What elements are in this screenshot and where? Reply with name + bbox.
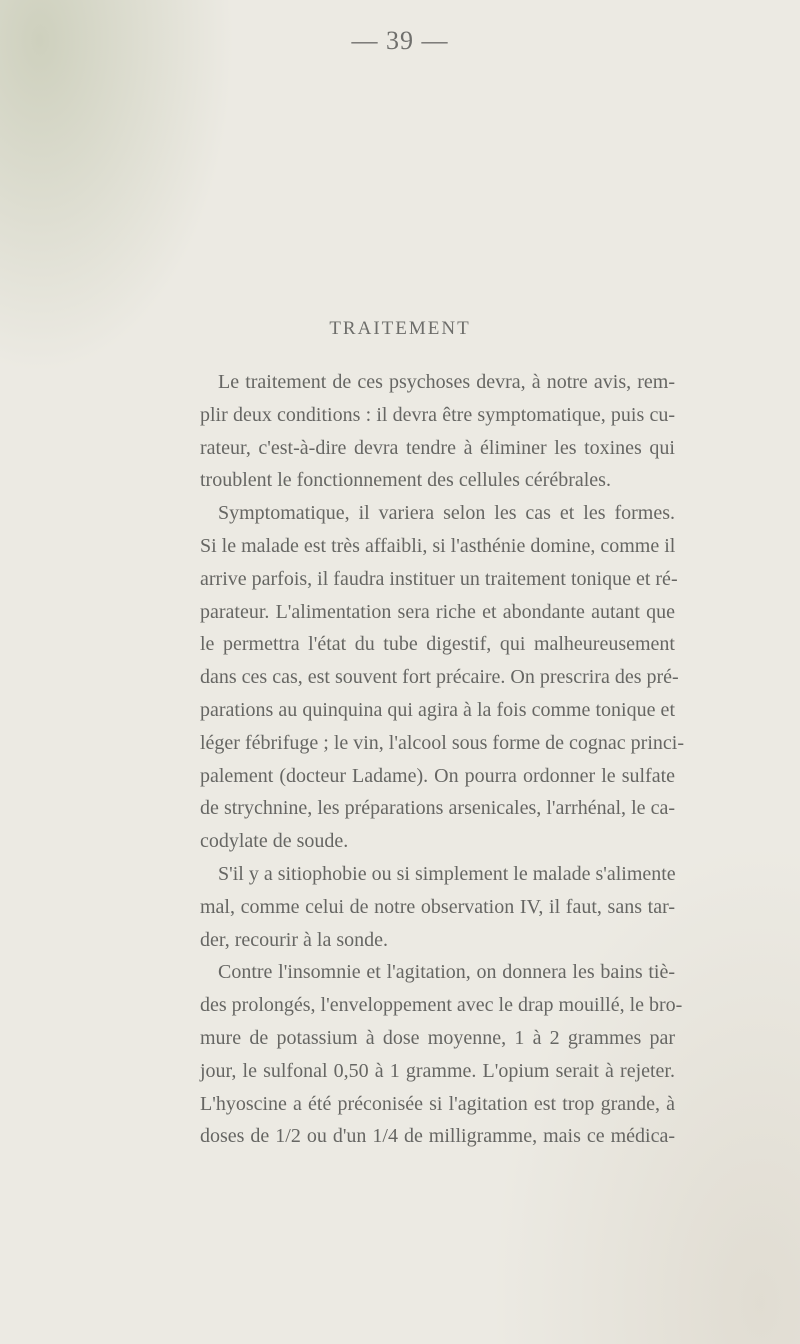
text-line: troublent le fonctionnement des cellules cérébrales. (200, 469, 611, 492)
text-line: plir deux conditions : il devra être symptomatique, puis cu- (200, 403, 675, 426)
section-heading: TRAITEMENT (329, 318, 471, 339)
paragraph-2 (200, 497, 684, 858)
body-text (200, 366, 684, 1153)
text-line: Le traitement de ces psychoses devra, à notre avis, rem- (218, 371, 675, 393)
paragraph-3 (200, 858, 675, 956)
text-line: arrive parfois, il faudra instituer un traitement tonique et ré- (200, 567, 678, 590)
text-line: dans ces cas, est souvent fort précaire. On prescrira des pré- (200, 666, 679, 689)
text-line: de strychnine, les préparations arsenicales, l'arrhénal, le ca- (200, 797, 675, 820)
text-line: mure de potassium à dose moyenne, 1 à 2 grammes par (200, 1026, 675, 1049)
text-line: Si le malade est très affaibli, si l'asthénie domine, comme il (200, 534, 676, 557)
text-line: doses de 1/2 ou d'un 1/4 de milligramme, mais ce médica- (200, 1125, 675, 1148)
text-line: rateur, c'est-à-dire devra tendre à éliminer les toxines qui (200, 436, 675, 459)
text-line: léger fébrifuge ; le vin, l'alcool sous forme de cognac princi- (200, 731, 684, 754)
text-line: Contre l'insomnie et l'agitation, on donnera les bains tiè- (218, 961, 675, 984)
paragraph-4 (200, 956, 683, 1153)
paragraph-1 (200, 366, 675, 497)
text-line: le permettra l'état du tube digestif, qui malheureusement (200, 633, 675, 656)
text-line: parations au quinquina qui agira à la fois comme tonique et (200, 698, 675, 721)
text-line: mal, comme celui de notre observation IV, il faut, sans tar- (200, 895, 675, 918)
text-line: L'hyoscine a été préconisée si l'agitation est trop grande, à (200, 1092, 675, 1115)
text-line: S'il y a sitiophobie ou si simplement le malade s'alimente (218, 862, 676, 885)
text-line: Symptomatique, il variera selon les cas et les formes. (218, 502, 675, 525)
text-line: parateur. L'alimentation sera riche et abondante autant que (200, 600, 675, 623)
text-line: des prolongés, l'enveloppement avec le drap mouillé, le bro- (200, 994, 683, 1017)
page-number: — 39 — (351, 26, 449, 55)
text-line: jour, le sulfonal 0,50 à 1 gramme. L'opium serait à rejeter. (200, 1059, 675, 1082)
text-line: codylate de soude. (200, 830, 349, 853)
text-line: palement (docteur Ladame). On pourra ordonner le sulfate (200, 764, 675, 787)
text-line: der, recourir à la sonde. (200, 928, 388, 951)
